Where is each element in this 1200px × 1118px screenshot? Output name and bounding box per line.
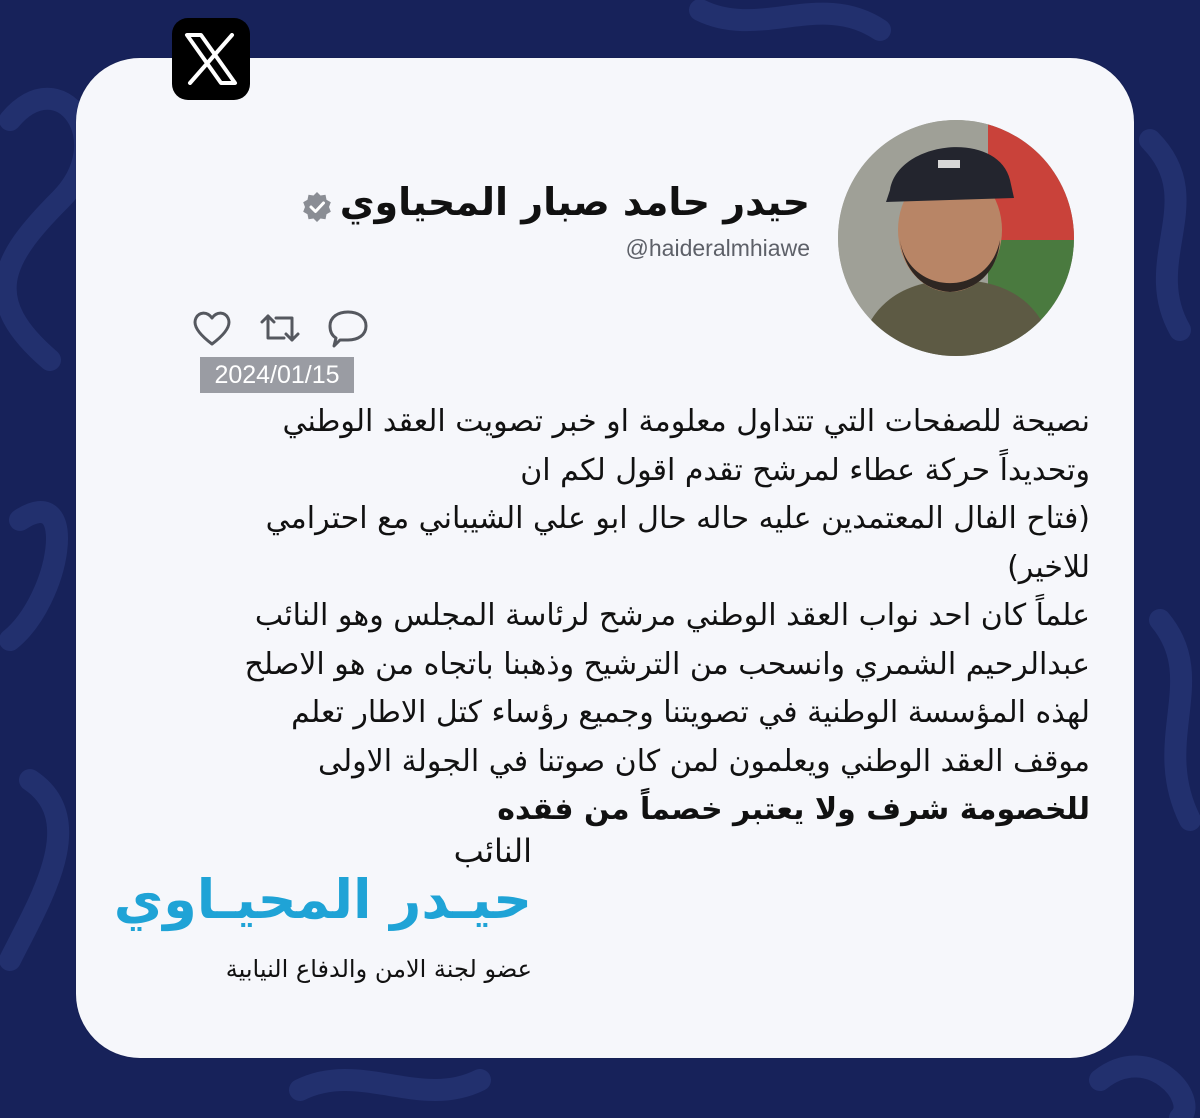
signature-role: عضو لجنة الامن والدفاع النيابية: [225, 955, 532, 983]
profile-avatar[interactable]: [838, 120, 1074, 356]
tweet-line: موقف العقد الوطني ويعلمون لمن كان صوتنا في الجولة الاولى: [318, 743, 1090, 779]
tweet-actions: [190, 308, 370, 348]
signature-name: حيـدر المحيـاوي: [113, 868, 532, 931]
tweet-line: علماً كان احد نواب العقد الوطني مرشح لرئاسة المجلس وهو النائب: [254, 598, 1090, 633]
heart-icon[interactable]: [190, 308, 234, 348]
tweet-line: للاخير): [1007, 549, 1090, 585]
tweet-body: [150, 398, 1090, 835]
display-name[interactable]: حيدر حامد صبار المحياوي: [339, 180, 810, 224]
x-logo-icon[interactable]: [172, 18, 250, 100]
tweet-line: وتحديداً حركة عطاء لمرشح تقدم اقول لكم ان: [520, 452, 1090, 488]
reply-icon[interactable]: [326, 308, 370, 348]
tweet-line: عبدالرحيم الشمري وانسحب من الترشيح وذهبنا باتجاه من هو الاصلح: [244, 646, 1090, 682]
tweet-date: 2024/01/15: [200, 357, 354, 393]
tweet-line: (فتاح الفال المعتمدين عليه حاله حال ابو علي الشيباني مع احترامي: [265, 501, 1090, 536]
tweet-bold-line: للخصومة شرف ولا يعتبر خصماً من فقده: [497, 792, 1090, 827]
display-name-row: [302, 180, 810, 224]
signature-title: النائب: [453, 832, 532, 870]
tweet-line: نصيحة للصفحات التي تتداول معلومة او خبر تصويت العقد الوطني: [282, 404, 1090, 439]
verified-badge-icon: [302, 187, 332, 217]
retweet-icon[interactable]: [258, 308, 302, 348]
tweet-line: لهذه المؤسسة الوطنية في تصويتنا وجميع رؤساء كتل الاطار تعلم: [291, 695, 1090, 730]
user-handle[interactable]: @haideralmhiawe: [625, 235, 810, 261]
